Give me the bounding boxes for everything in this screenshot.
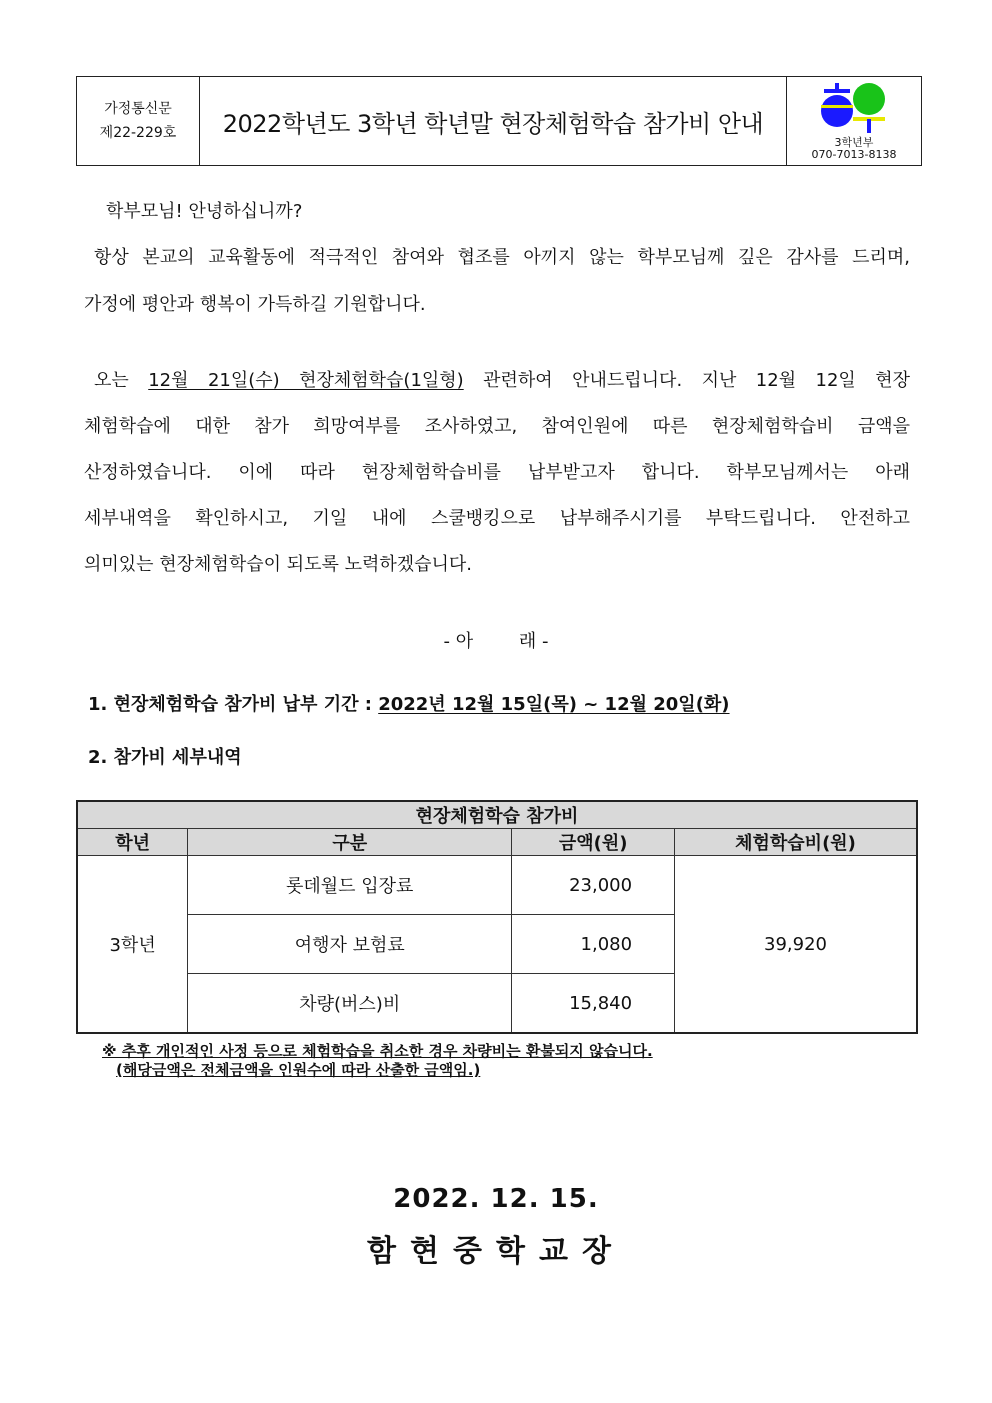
logo-left-circle — [821, 95, 853, 127]
logo-right-stem — [867, 119, 871, 133]
below-heading: - 아 래 - — [443, 631, 549, 652]
doc-type: 가정통신문 — [104, 101, 172, 117]
dept-info — [787, 77, 921, 165]
payment-period: 2022년 12월 15일(목) ~ 12월 20일(화) — [378, 694, 730, 715]
refund-note: ※ 추후 개인적인 사정 등으로 체험학습을 취소한 경우 차량비는 환불되지 않습니다. — [102, 1042, 653, 1060]
dept-phone: 070-7013-8138 — [811, 148, 897, 161]
page-title: 2022학년도 3학년 학년말 현장체험학습 참가비 안내 — [200, 77, 787, 165]
school-logo-icon — [819, 81, 889, 135]
col-header-total: 체험학습비(원) — [675, 829, 917, 856]
greeting: 학부모님! 안녕하십니까? — [106, 201, 303, 222]
amount-cell: 23,000 — [512, 856, 675, 915]
para2-line3: 산정하였습니다. 이에 따라 현장체험학습비를 납부받고자 합니다. 학부모님께서는 아래 — [84, 462, 910, 483]
fee-table — [76, 800, 918, 1034]
table-caption: 현장체험학습 참가비 — [77, 801, 917, 829]
issue-date: 2022. 12. 15. — [393, 1184, 599, 1214]
item-cell: 차량(버스)비 — [188, 974, 512, 1034]
grade-cell: 3학년 — [77, 856, 188, 1034]
logo-right-circle — [853, 83, 885, 115]
item-cell: 롯데월드 입장료 — [188, 856, 512, 915]
para2-line1-pre: 오는 — [94, 370, 149, 391]
section-2: 2. 참가비 세부내역 — [88, 747, 242, 768]
calc-note: (해당금액은 전체금액을 인원수에 따라 산출한 금액임.) — [116, 1061, 481, 1079]
para1-line1: 항상 본교의 교육활동에 적극적인 참여와 협조를 아끼지 않는 학부모님께 깊은 감사를 드리며, — [94, 247, 910, 268]
table-row — [77, 856, 917, 915]
para2-line2: 체험학습에 대한 참가 희망여부를 조사하였고, 참여인원에 따른 현장체험학습비 금액을 — [84, 416, 910, 437]
doc-info — [77, 77, 200, 165]
col-header-category: 구분 — [188, 829, 512, 856]
section-1 — [88, 690, 730, 716]
logo-left-bar — [824, 89, 850, 93]
col-header-grade: 학년 — [77, 829, 188, 856]
para1-line2: 가정에 평안과 행복이 가득하길 기원합니다. — [84, 294, 426, 315]
section-1-label: 1. 현장체험학습 참가비 납부 기간 : — [88, 694, 379, 715]
para2-line1 — [94, 366, 910, 392]
item-cell: 여행자 보험료 — [188, 915, 512, 974]
col-header-amount: 금액(원) — [512, 829, 675, 856]
para2-line5: 의미있는 현장체험학습이 되도록 노력하겠습니다. — [84, 554, 473, 575]
event-date-underlined: 12월 21일(수) 현장체험학습(1일형) — [148, 370, 464, 391]
amount-cell: 15,840 — [512, 974, 675, 1034]
dept-name: 3학년부 — [834, 136, 874, 149]
signer: 함현중학교장 — [367, 1234, 625, 1269]
header-box — [76, 76, 922, 166]
para2-line1-post: 관련하여 안내드립니다. 지난 12월 12일 현장 — [463, 370, 911, 391]
doc-number: 제22-229호 — [99, 125, 177, 141]
logo-left-band — [821, 105, 853, 108]
total-cell: 39,920 — [675, 856, 917, 1034]
amount-cell: 1,080 — [512, 915, 675, 974]
para2-line4: 세부내역을 확인하시고, 기일 내에 스쿨뱅킹으로 납부해주시기를 부탁드립니다. 안전하고 — [84, 508, 910, 529]
